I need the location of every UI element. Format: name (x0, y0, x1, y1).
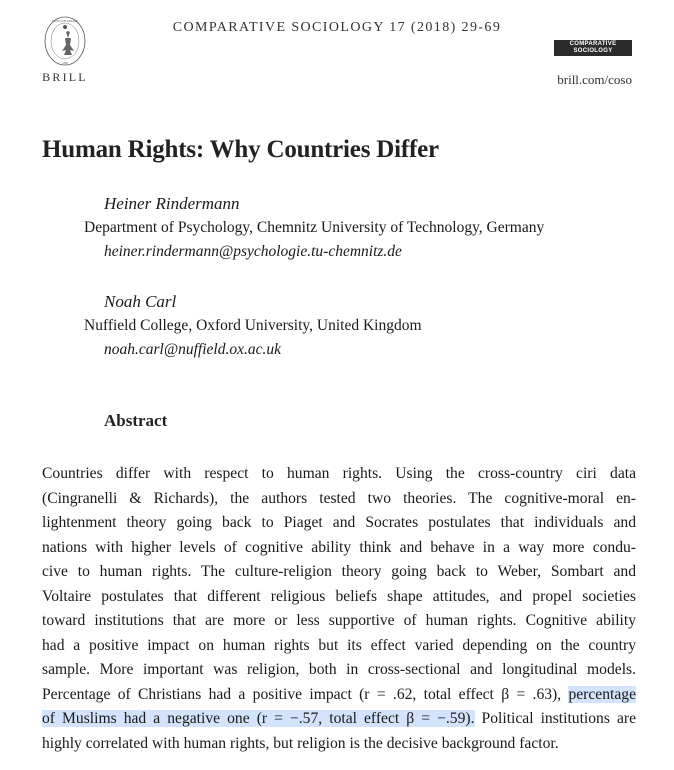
article-title: Human Rights: Why Countries Differ (42, 136, 439, 163)
journal-running-head: COMPARATIVE SOCIOLOGY 17 (2018) 29-69 (172, 20, 502, 35)
journal-badge (554, 40, 632, 56)
abstract-text: Percentage of Christians had a positive impact (r = .62, total effect β = .63), (42, 685, 569, 703)
abstract-line: highly correlated with human rights, but religion is the decisive background factor. (42, 734, 559, 752)
author-email[interactable]: heiner.rindermann@psychologie.tu-chemnitz.de (104, 243, 402, 260)
abstract-line: toward institutions that are more or less supportive of human rights. Cognitive ability (42, 612, 636, 629)
publisher-name: BRILL (42, 70, 88, 84)
author-name: Heiner Rindermann (104, 194, 240, 213)
abstract-line: lightenment theory going back to Piaget and Socrates postulates that individuals and (42, 514, 636, 531)
author-affiliation: Nuffield College, Oxford University, United Kingdom (84, 317, 422, 334)
abstract-line: Voltaire postulates that different religious beliefs shape attitudes, and propel societies (42, 587, 636, 605)
abstract-line: Countries differ with respect to human rights. Using the cross-country ciri data (42, 465, 636, 482)
abstract-line (42, 707, 636, 732)
abstract-line (42, 683, 636, 708)
text-highlight[interactable]: percentage (568, 685, 636, 703)
author-name: Noah Carl (104, 292, 177, 311)
abstract-line: nations with higher levels of cognitive ability think and behave in a way more condu- (42, 538, 636, 556)
abstract-line: (Cingranelli & Richards), the authors tested two theories. The cognitive-moral en- (42, 489, 636, 507)
abstract-line: sample. More important was religion, both in cross-sectional and longitudinal models. (42, 661, 636, 678)
text-highlight[interactable]: of Muslims had a negative one (r = −.57, total effect β = −.59). (42, 710, 475, 727)
journal-badge-line1: COMPARATIVE (569, 41, 617, 47)
author-email[interactable]: noah.carl@nuffield.ox.ac.uk (104, 341, 281, 358)
author-affiliation: Department of Psychology, Chemnitz University of Technology, Germany (84, 219, 545, 236)
journal-badge-line2: SOCIOLOGY (573, 48, 613, 54)
abstract-body (42, 462, 636, 756)
svg-text:1683: 1683 (62, 61, 68, 65)
svg-text:TUTA SUB AEGIDE: TUTA SUB AEGIDE (52, 19, 78, 23)
author-block (84, 192, 544, 264)
abstract-line: cive to human rights. The culture-religion theory going back to Weber, Sombart and (42, 563, 636, 580)
abstract-line: had a positive impact on human rights but its effect varied depending on the country (42, 636, 636, 654)
abstract-heading: Abstract (104, 411, 168, 430)
journal-url[interactable]: brill.com/coso (557, 72, 632, 87)
author-block (84, 290, 422, 362)
abstract-text: Political institutions are (474, 710, 637, 727)
